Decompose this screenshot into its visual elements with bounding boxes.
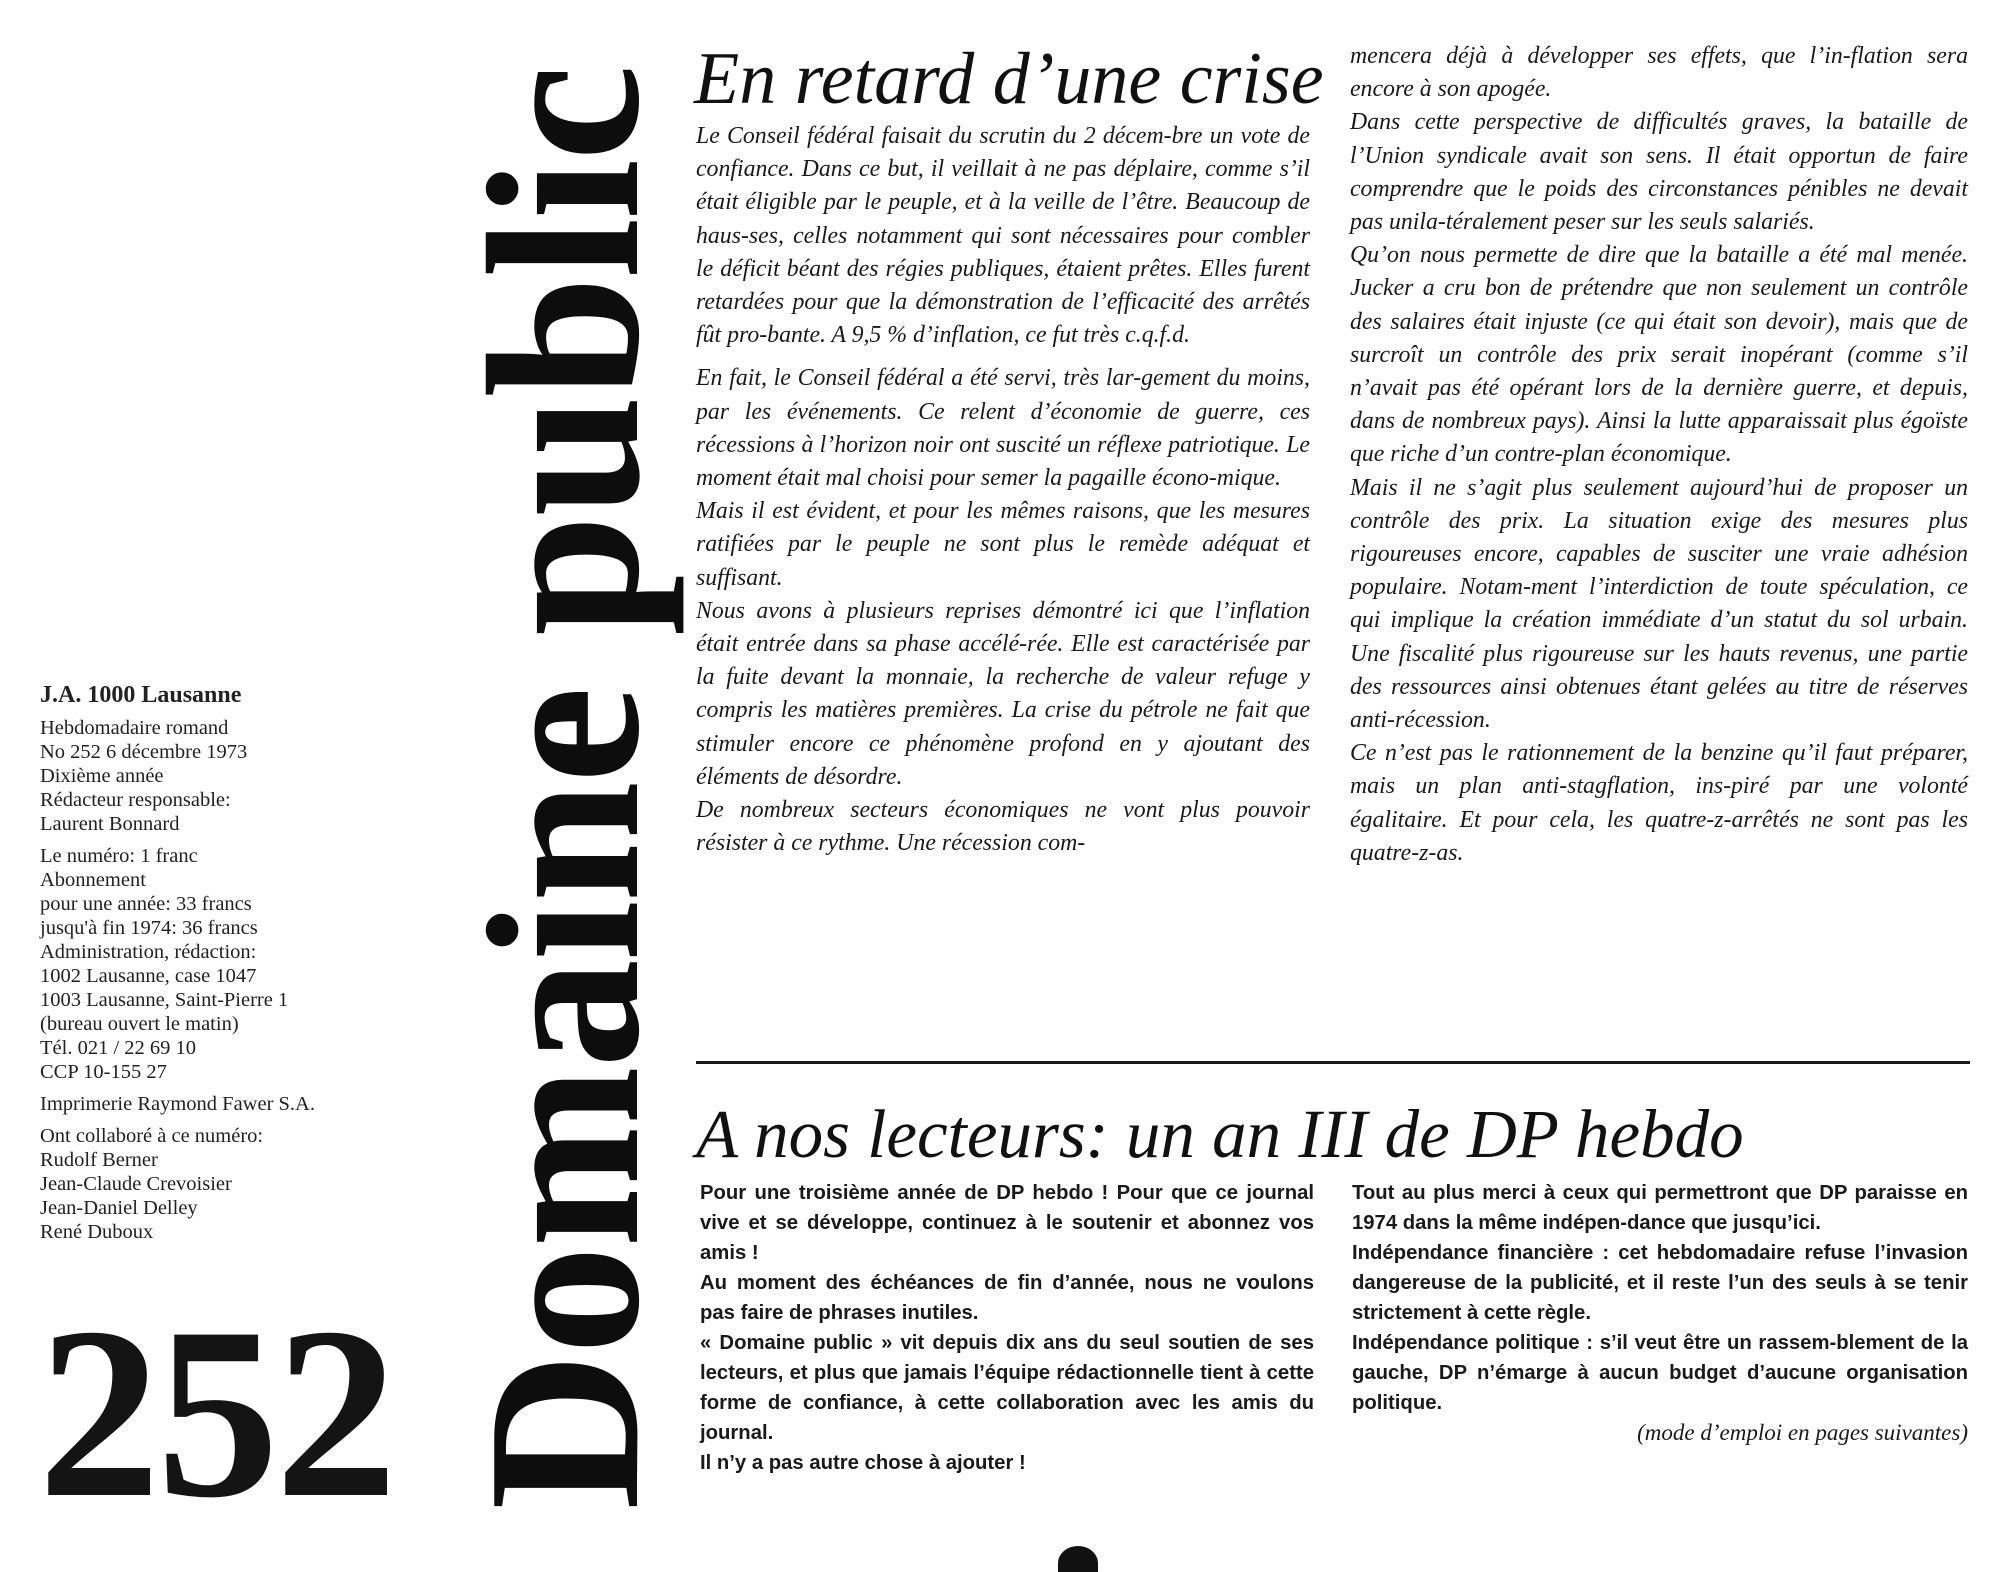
newspaper-title: Domaine public [444, 66, 685, 1510]
postal-code-heading: J.A. 1000 Lausanne [40, 682, 242, 708]
info-line: Ont collaboré à ce numéro: [40, 1125, 264, 1147]
article-signoff: (mode d’emploi en pages suivantes) [1637, 1420, 1968, 1445]
article-paragraph: Ce n’est pas le rationnement de la benzine qu’il faut préparer, mais un plan anti-stagflation, ins-piré par une volonté égalitaire. Et pour cela, les quatre-z-arrêtés ne sont pas les quatre-z-as. [1350, 740, 1968, 866]
article-paragraph: mencera déjà à développer ses effets, que l’in-flation sera encore à son apogée. [1350, 43, 1968, 103]
article-2-column-1 [700, 1178, 1314, 1478]
article-paragraph: Le Conseil fédéral faisait du scrutin du 2 décem-bre un vote de confiance. Dans ce but, il veillait à ne pas déplaire, comme s’il était éligible par le peuple, et à la veille de l’être. Beaucoup de haus-ses, celles notamment qui sont nécessaires pour combler le déficit béant des régies publiques, étaient prêtes. Elles furent retardées pour que la démonstration de l’efficacité des arrêtés fût pro-bante. A 9,5 % d’inflation, ce fut très c.q.f.d. [696, 123, 1310, 349]
issue-number: 252 [38, 1277, 394, 1548]
article-paragraph: Nous avons à plusieurs reprises démontré ici que l’inflation était entrée dans sa phase accélé-rée. Elle est caractérisée par la fuite devant la monnaie, la recherche de valeur refuge y compris les matières premières. La crise du pétrole ne fait que stimuler encore ce phénomène profond en y ajoutant des éléments de désordre. [696, 597, 1310, 790]
article-paragraph: Mais il ne s’agit plus seulement aujourd’hui de proposer un contrôle des prix. La situation exige des mesures plus rigoureuses encore, capables de susciter une vraie adhésion populaire. Notam-ment l’interdiction de toute spéculation, ce qui implique la création immédiate d’un statut du sol urbain. Une fiscalité plus rigoureuse sur les hauts revenus, une partie des ressources ainsi obtenues étant gelées au titre de réserves anti-récession. [1350, 474, 1968, 734]
article-paragraph: Au moment des échéances de fin d’année, nous ne voulons pas faire de phrases inutiles. [700, 1272, 1314, 1324]
article-paragraph: « Domaine public » vit depuis dix ans du seul soutien de ses lecteurs, et plus que jamais l’équipe rédactionnelle tient à cette forme de confiance, à cette collaboration avec les amis du journal. [700, 1332, 1314, 1444]
article-paragraph: En fait, le Conseil fédéral a été servi, très lar-gement du moins, par les événements. Ce relent d’économie de guerre, ces récessions à l’horizon noir ont suscité un réflexe patriotique. Le moment était mal choisi pour semer la pagaille écono-mique. [696, 365, 1310, 492]
info-line: Hebdomadaire romand [40, 717, 229, 739]
article-paragraph: Qu’on nous permette de dire que la bataille a été mal menée. Jucker a cru bon de prétendre que non seulement un contrôle des salaires était injuste (ce qui était son devoir), mais que de surcroît un contrôle des prix serait inopérant (comme s’il n’avait pas été opérant lors de la dernière guerre, et depuis, dans de nombreux pays). Ainsi la lutte apparaissait plus égoïste que riche d’un contre-plan économique. [1350, 242, 1968, 468]
info-line: CCP 10-155 27 [40, 1061, 167, 1083]
article-1-column-2 [1350, 40, 1968, 870]
info-line: jusqu'à fin 1974: 36 francs [40, 917, 258, 939]
info-line: Abonnement [40, 869, 146, 891]
info-line: Tél. 021 / 22 69 10 [40, 1037, 197, 1059]
section-divider [696, 1061, 1970, 1064]
article-2-column-2 [1352, 1178, 1968, 1448]
contributor-name: Jean-Daniel Delley [40, 1197, 198, 1219]
article-paragraph: Il n’y a pas autre chose à ajouter ! [700, 1452, 1026, 1474]
article-1-column-1 [696, 120, 1310, 860]
article-paragraph: Mais il est évident, et pour les mêmes raisons, que les mesures ratifiées par le peuple ne sont plus le remède adéquat et suffisant. [696, 498, 1310, 591]
article-paragraph: Indépendance financière : cet hebdomadaire refuse l’invasion dangereuse de la publicité, et il reste l’un des seuls à se tenir strictement à cette règle. [1352, 1242, 1968, 1324]
info-line: Imprimerie Raymond Fawer S.A. [40, 1093, 315, 1115]
info-line: (bureau ouvert le matin) [40, 1013, 239, 1035]
contributor-name: Rudolf Berner [40, 1149, 158, 1171]
info-line: Dixième année [40, 765, 164, 787]
info-line: Administration, rédaction: [40, 941, 257, 963]
article-paragraph: Tout au plus merci à ceux qui permettront que DP paraisse en 1974 dans la même indépen-dance que jusqu’ici. [1352, 1182, 1968, 1234]
article-paragraph: Pour une troisième année de DP hebdo ! Pour que ce journal vive et se développe, continuez à le soutenir et abonnez vos amis ! [700, 1182, 1314, 1264]
contributor-name: Jean-Claude Crevoisier [40, 1173, 232, 1195]
info-line: 1003 Lausanne, Saint-Pierre 1 [40, 989, 289, 1011]
contributor-name: René Duboux [40, 1221, 154, 1243]
article-paragraph: Dans cette perspective de difficultés graves, la bataille de l’Union syndicale avait son sens. Il était opportun de faire comprendre que le poids des circonstances pénibles ne devait pas unila-téralement peser sur les seuls salariés. [1350, 109, 1968, 236]
ink-blot-decoration [1058, 1546, 1098, 1572]
info-line: pour une année: 33 francs [40, 893, 252, 915]
article-paragraph: De nombreux secteurs économiques ne vont plus pouvoir résister à ce rythme. Une récession com- [696, 797, 1310, 857]
info-line: Rédacteur responsable: [40, 789, 231, 811]
info-line: Laurent Bonnard [40, 813, 180, 835]
article-2-headline: A nos lecteurs: un an III de DP hebdo [696, 1096, 1744, 1172]
article-1-headline: En retard d’une crise [694, 38, 1324, 120]
info-line: Le numéro: 1 franc [40, 845, 198, 867]
info-line: No 252 6 décembre 1973 [40, 741, 248, 763]
info-line: 1002 Lausanne, case 1047 [40, 965, 257, 987]
masthead-info [40, 680, 440, 1244]
article-paragraph: Indépendance politique : s’il veut être un rassem-blement de la gauche, DP n’émarge à aucun budget d’aucune organisation politique. [1352, 1332, 1968, 1414]
